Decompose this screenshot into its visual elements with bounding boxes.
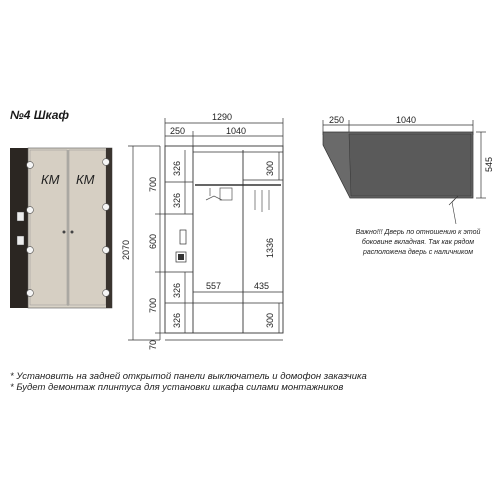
dim-shelf-4: 326 (172, 312, 182, 328)
dim-right-width: 1040 (226, 126, 247, 136)
drawing-title: №4 Шкаф (10, 108, 70, 122)
dim-total-width: 1290 (212, 112, 233, 122)
dim-left-seg-2: 600 (148, 233, 158, 249)
dim-left-seg-4: 70 (148, 339, 158, 350)
dim-inner-b: 435 (254, 281, 270, 291)
warning-note: Важно!!! Дверь по отношению к этой боковине вкладная. Так как рядом расположена дверь с наличником (355, 229, 481, 256)
dim-total-height: 2070 (121, 239, 131, 260)
dim-right-top: 300 (265, 160, 275, 176)
top-dim-depth: 545 (484, 156, 494, 172)
footnote-2: * Будет демонтаж плинтуса для установки шкафа силами монтажников (10, 382, 344, 393)
dim-left-seg-1: 700 (148, 176, 158, 192)
door-label-left: КМ (41, 172, 60, 187)
front-view (10, 148, 112, 308)
dim-shelf-2: 326 (172, 192, 182, 208)
dim-shelf-3: 326 (172, 282, 182, 298)
top-view (323, 120, 486, 224)
dim-left-seg-3: 700 (148, 297, 158, 313)
top-dim-right: 1040 (396, 115, 417, 125)
dim-shelf-1: 326 (172, 160, 182, 176)
dim-right-bottom: 300 (265, 312, 275, 328)
footnote-1: * Установить на задней открытой панели выключатель и домофон заказчика (10, 371, 367, 382)
dim-left-width: 250 (170, 126, 186, 136)
dim-inner-a: 557 (206, 281, 222, 291)
door-label-right: КМ (76, 172, 95, 187)
dim-right-middle: 1336 (265, 237, 275, 258)
top-dim-left: 250 (329, 115, 345, 125)
